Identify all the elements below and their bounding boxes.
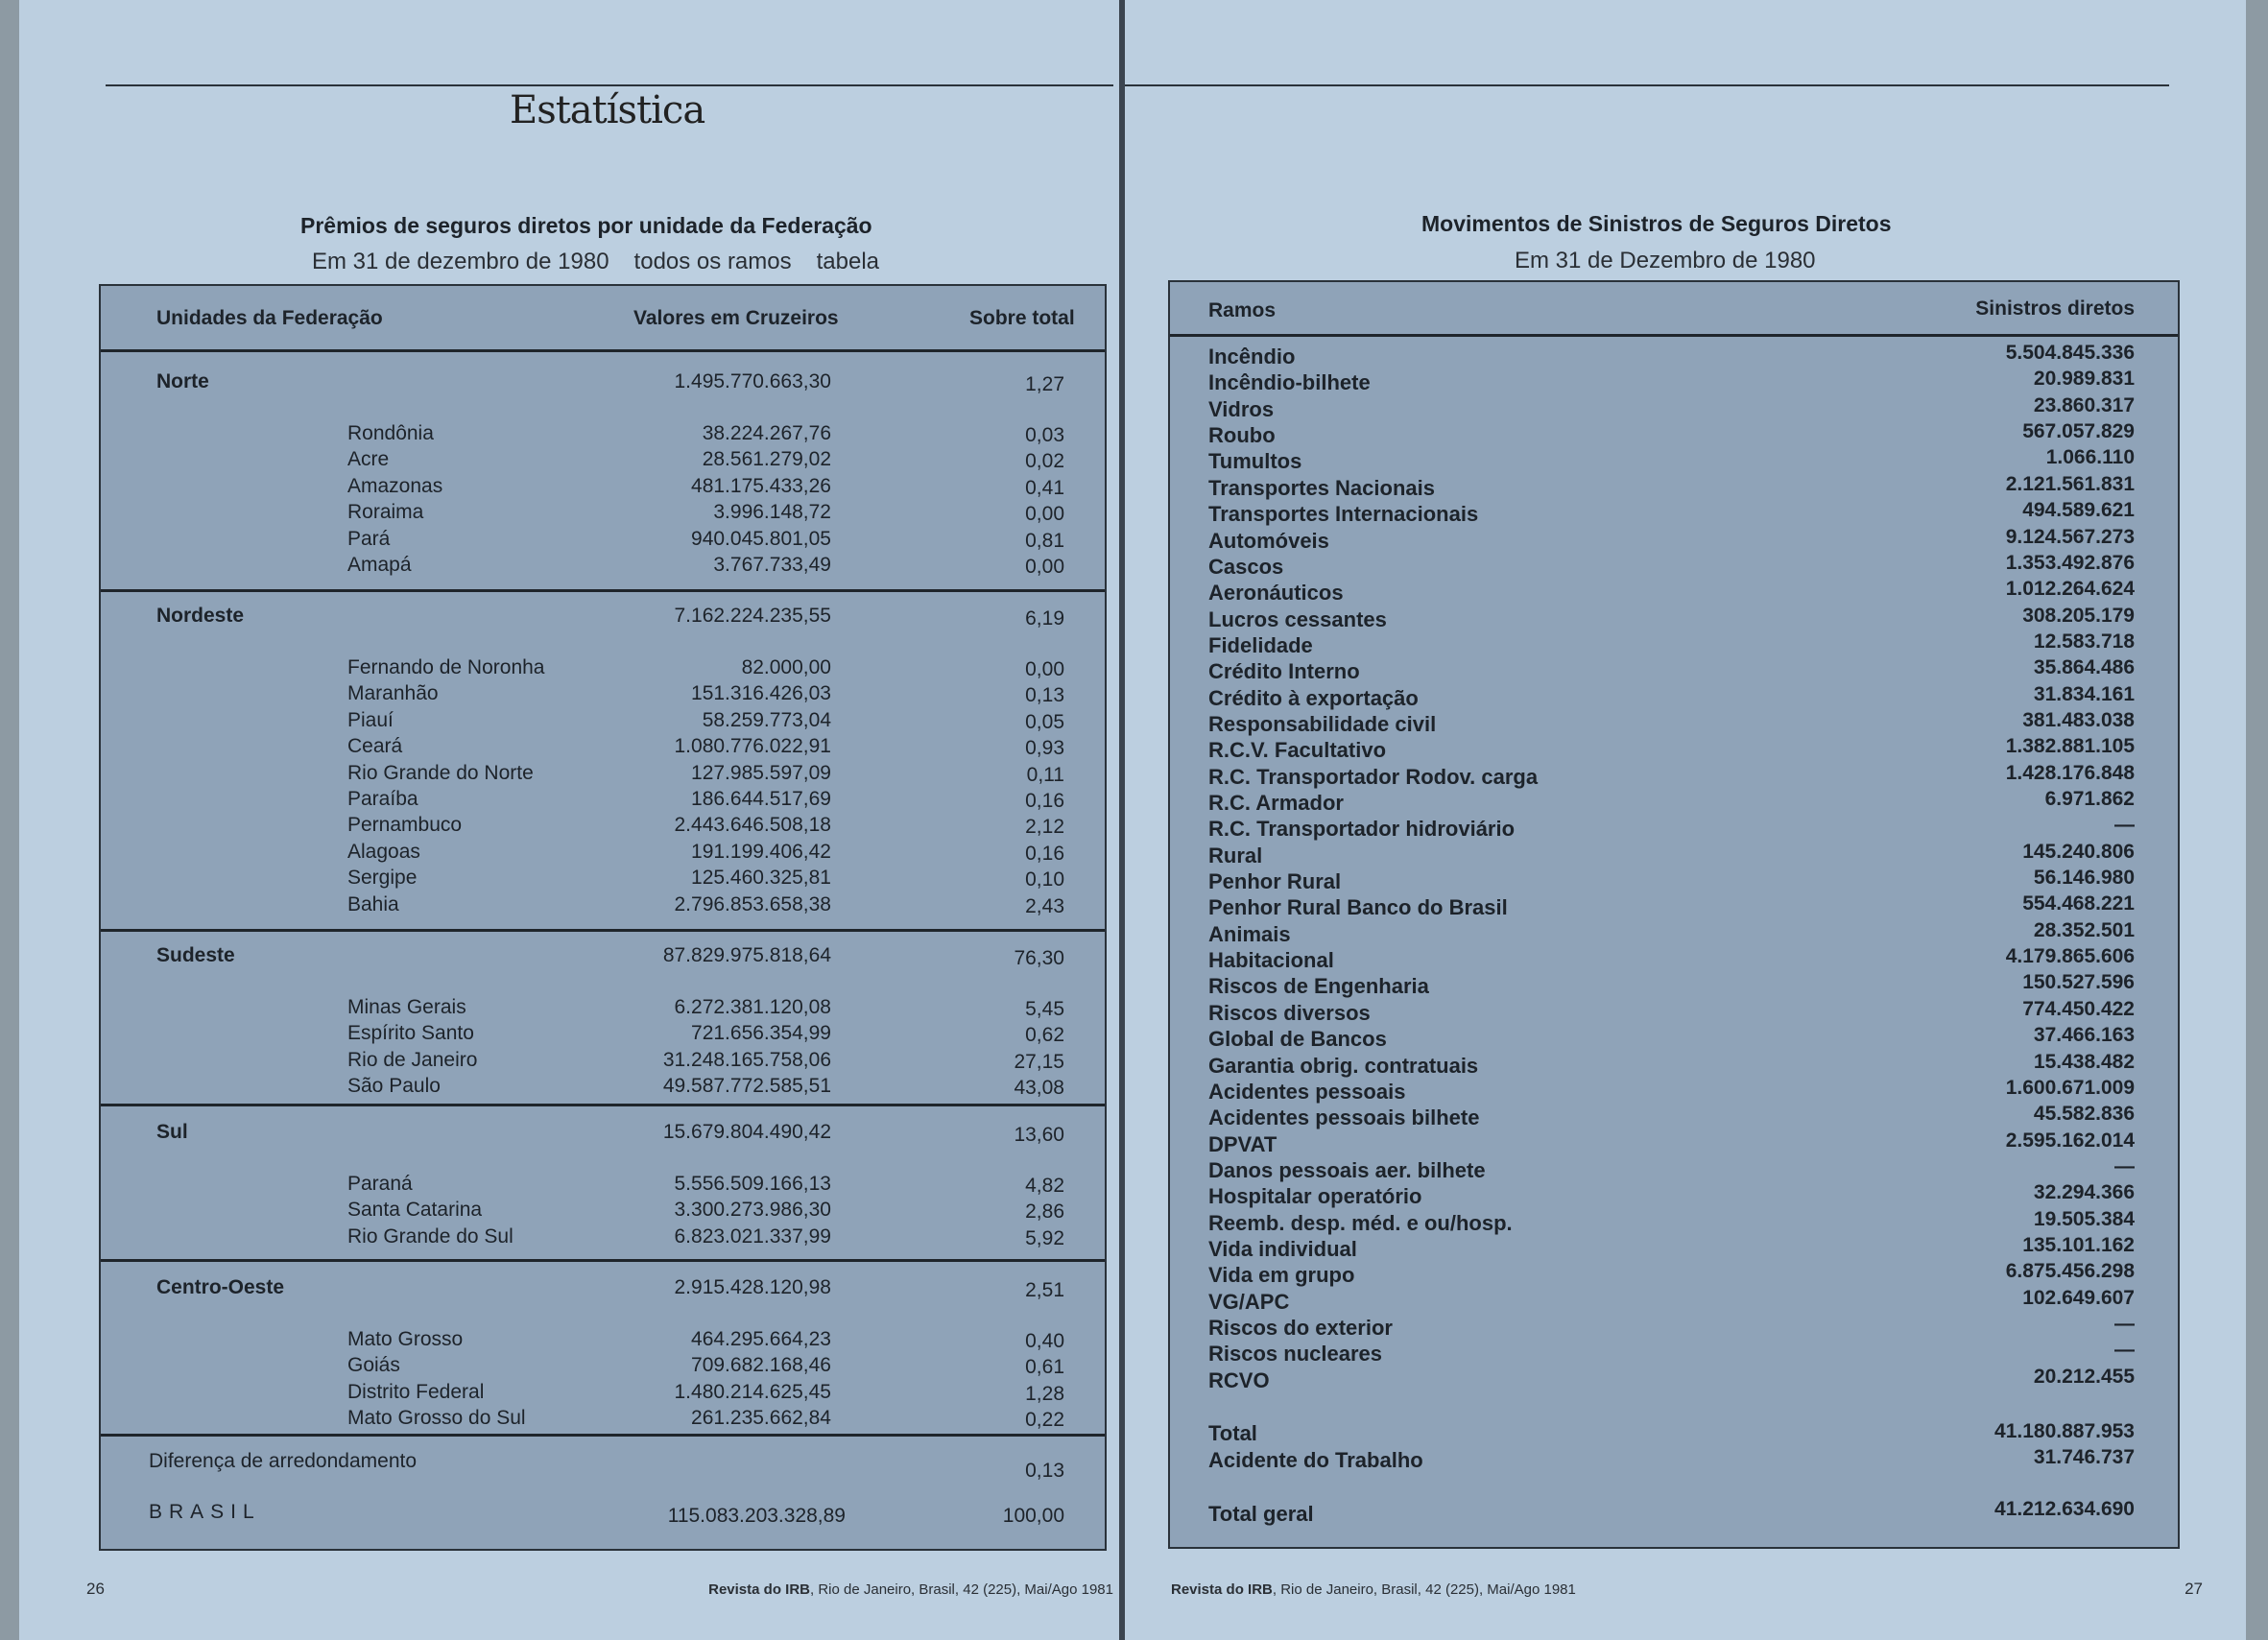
sinistros-table (1168, 280, 2180, 1549)
ramo-value: 308.205.179 (2022, 604, 2135, 627)
ramo-value: 56.146.980 (2033, 867, 2135, 889)
ramo-name: Automóveis (1208, 528, 1329, 553)
ramo-name: Rural (1208, 843, 1263, 868)
ramo-name: Cascos (1208, 554, 1284, 579)
ramo-value: 23.860.317 (2033, 393, 2135, 416)
ramo-value: 1.066.110 (2045, 446, 2135, 469)
section-title: Estatística (510, 88, 705, 132)
ramo-value: 1.382.881.105 (2005, 735, 2135, 758)
state-name: São Paulo (347, 1075, 441, 1098)
region-value: 2.915.428.120,98 (674, 1276, 831, 1298)
top-rule (106, 84, 1113, 86)
state-name: Paraná (347, 1173, 413, 1195)
ramo-value: 20.989.831 (2033, 368, 2135, 391)
state-share: 0,05 (1025, 710, 1064, 733)
table-header (101, 286, 1105, 352)
ramo-name: Penhor Rural (1208, 869, 1342, 893)
footer (1171, 1581, 1576, 1598)
ramo-value: 381.483.038 (2022, 708, 2135, 731)
ramo-value: 145.240.806 (2022, 840, 2135, 863)
state-name: Piauí (347, 708, 394, 731)
state-value: 49.587.772.585,51 (662, 1075, 831, 1098)
ramo-value: 35.864.486 (2033, 656, 2135, 679)
ramo-value: 1.600.671.009 (2005, 1076, 2135, 1099)
region-name: Centro-Oeste (156, 1276, 285, 1298)
state-name: Rio Grande do Sul (347, 1224, 513, 1248)
state-value: 58.259.773,04 (702, 708, 831, 731)
footer-details: , Rio de Janeiro, Brasil, 42 (225), Mai/Ago 1981 (1272, 1581, 1576, 1598)
state-name: Sergipe (347, 867, 418, 890)
region-name: Norte (156, 370, 209, 392)
ramo-name: Roubo (1208, 423, 1276, 448)
state-share: 0,00 (1025, 658, 1064, 680)
table-subtitle: Em 31 de Dezembro de 1980 (1515, 248, 1816, 273)
state-name: Pernambuco (347, 814, 463, 837)
page-number: 26 (86, 1580, 105, 1598)
state-value: 6.823.021.337,99 (674, 1224, 831, 1248)
state-share: 0,40 (1025, 1330, 1064, 1352)
ramo-name: Animais (1208, 921, 1291, 946)
ramo-value: 19.505.384 (2033, 1207, 2135, 1230)
ramo-name: Vida em grupo (1208, 1263, 1355, 1288)
ramo-name: Riscos diversos (1208, 1000, 1371, 1025)
ramo-name: Incêndio-bilhete (1208, 370, 1371, 395)
table-subtitle (312, 249, 904, 275)
state-share: 0,03 (1025, 424, 1064, 446)
footer-journal: Revista do IRB (708, 1581, 810, 1598)
state-share: 0,00 (1025, 556, 1064, 578)
ramo-value: 5.504.845.336 (2005, 342, 2135, 364)
ramo-value: 32.294.366 (2033, 1181, 2135, 1204)
rounding-label: Diferença de arredondamento (149, 1450, 418, 1472)
state-name: Rio de Janeiro (347, 1048, 478, 1071)
ramo-name: Penhor Rural Banco do Brasil (1208, 895, 1508, 920)
ramo-value: 135.101.162 (2022, 1233, 2135, 1256)
acidente-value: 31.746.737 (2033, 1446, 2135, 1468)
right-page (1125, 0, 2246, 1640)
footer-details: , Rio de Janeiro, Brasil, 42 (225), Mai/Ago 1981 (809, 1581, 1113, 1598)
ramo-value: 774.450.422 (2022, 997, 2135, 1020)
ramo-name: Tumultos (1208, 449, 1302, 474)
ramo-name: Acidentes pessoais (1208, 1079, 1406, 1104)
ramo-name: VG/APC (1208, 1289, 1290, 1314)
premios-table (99, 284, 1107, 1551)
region-value: 15.679.804.490,42 (662, 1121, 831, 1143)
ramo-name: Riscos do exterior (1208, 1316, 1393, 1340)
region-share: 2,51 (1025, 1279, 1064, 1301)
region-divider (101, 1104, 1105, 1106)
state-name: Roraima (347, 501, 424, 524)
ramo-value: — (2114, 814, 2135, 837)
state-share: 0,61 (1025, 1356, 1064, 1379)
state-value: 127.985.597,09 (691, 761, 831, 784)
ramo-name: Fidelidade (1208, 632, 1313, 657)
state-share: 0,02 (1025, 450, 1064, 473)
state-name: Minas Gerais (347, 996, 466, 1018)
region-divider (101, 1259, 1105, 1262)
ramo-value: 102.649.607 (2022, 1286, 2135, 1309)
state-name: Goiás (347, 1354, 400, 1377)
state-value: 721.656.354,99 (691, 1022, 831, 1045)
state-share: 2,12 (1025, 816, 1064, 839)
state-name: Pará (347, 527, 391, 550)
state-share: 27,15 (1014, 1050, 1064, 1073)
ramo-name: R.C.V. Facultativo (1208, 738, 1387, 763)
ramo-value: 9.124.567.273 (2005, 525, 2135, 548)
ramo-name: DPVAT (1208, 1131, 1277, 1156)
header-sinistros: Sinistros diretos (1975, 297, 2135, 320)
state-name: Ceará (347, 735, 403, 758)
state-value: 191.199.406,42 (691, 840, 831, 863)
state-name: Amazonas (347, 474, 443, 497)
state-name: Rio Grande do Norte (347, 761, 534, 784)
state-share: 5,92 (1025, 1226, 1064, 1249)
state-name: Espírito Santo (347, 1022, 474, 1045)
ramo-name: Crédito Interno (1208, 659, 1360, 684)
region-value: 1.495.770.663,30 (674, 370, 831, 392)
total-label: Total (1208, 1421, 1257, 1445)
left-page (19, 0, 1123, 1640)
ramo-value: — (2114, 1154, 2135, 1177)
ramo-name: Lucros cessantes (1208, 606, 1387, 631)
ramo-value: 494.589.621 (2022, 499, 2135, 522)
header-unit: Unidades da Federação (156, 307, 383, 329)
region-divider (101, 589, 1105, 592)
acidente-label: Acidente do Trabalho (1208, 1448, 1423, 1472)
ramo-name: Global de Bancos (1208, 1027, 1387, 1052)
region-divider (101, 929, 1105, 932)
page-number: 27 (2184, 1580, 2203, 1598)
ramo-name: Vidros (1208, 396, 1275, 421)
state-value: 709.682.168,46 (691, 1354, 831, 1377)
state-share: 0,13 (1025, 684, 1064, 707)
state-value: 151.316.426,03 (691, 682, 831, 705)
ramo-value: — (2114, 1339, 2135, 1362)
ramo-value: 45.582.836 (2033, 1103, 2135, 1126)
ramo-name: Reemb. desp. méd. e ou/hosp. (1208, 1210, 1513, 1235)
ramo-value: 1.428.176.848 (2005, 761, 2135, 784)
state-name: Mato Grosso do Sul (347, 1407, 526, 1430)
ramo-value: 554.468.221 (2022, 892, 2135, 915)
subtitle-date: Em 31 de dezembro de 1980 (312, 249, 609, 274)
state-share: 0,11 (1026, 763, 1064, 786)
region-share: 6,19 (1025, 607, 1064, 630)
state-share: 0,16 (1025, 790, 1064, 812)
state-value: 82.000,00 (741, 656, 831, 678)
ramo-name: Transportes Internacionais (1208, 502, 1479, 527)
state-share: 0,93 (1025, 737, 1064, 760)
ramo-name: Danos pessoais aer. bilhete (1208, 1157, 1486, 1182)
state-value: 481.175.433,26 (691, 474, 831, 497)
state-name: Fernando de Noronha (347, 656, 545, 678)
header-ramos: Ramos (1208, 299, 1277, 321)
ramo-value: 15.438.482 (2033, 1050, 2135, 1073)
ramo-value: 1.353.492.876 (2005, 551, 2135, 574)
ramo-value: 28.352.501 (2033, 918, 2135, 941)
footer-journal: Revista do IRB (1171, 1581, 1273, 1598)
state-value: 186.644.517,69 (691, 788, 831, 810)
state-value: 5.556.509.166,13 (674, 1173, 831, 1195)
ramo-value: 20.212.455 (2033, 1365, 2135, 1388)
state-value: 2.443.646.508,18 (674, 814, 831, 837)
region-value: 7.162.224.235,55 (674, 605, 831, 627)
state-name: Santa Catarina (347, 1199, 483, 1222)
state-name: Amapá (347, 554, 412, 576)
state-name: Mato Grosso (347, 1328, 464, 1350)
state-share: 0,41 (1025, 476, 1064, 499)
state-share: 0,22 (1025, 1409, 1064, 1432)
state-value: 28.561.279,02 (702, 448, 831, 471)
ramo-value: 150.527.596 (2022, 971, 2135, 994)
state-share: 0,00 (1025, 503, 1064, 526)
state-value: 3.767.733,49 (713, 554, 831, 576)
ramo-name: R.C. Armador (1208, 791, 1344, 815)
ramo-value: 6.971.862 (2044, 788, 2135, 810)
state-name: Maranhão (347, 682, 439, 705)
state-value: 1.480.214.625,45 (674, 1380, 831, 1403)
top-rule (1125, 84, 2169, 86)
state-value: 38.224.267,76 (702, 422, 831, 444)
ramo-value: 2.595.162.014 (2005, 1129, 2135, 1152)
ramo-value: 12.583.718 (2033, 630, 2135, 653)
ramo-name: RCVO (1208, 1367, 1270, 1392)
state-value: 3.300.273.986,30 (674, 1199, 831, 1222)
ramo-value: 567.057.829 (2022, 420, 2135, 443)
state-value: 6.272.381.120,08 (674, 996, 831, 1018)
state-name: Acre (347, 448, 390, 471)
table-title: Movimentos de Sinistros de Seguros Diretos (1421, 211, 1892, 236)
state-value: 1.080.776.022,91 (674, 735, 831, 758)
table-header (1170, 282, 2178, 337)
region-name: Sudeste (156, 944, 235, 966)
state-name: Rondônia (347, 422, 434, 444)
state-share: 43,08 (1014, 1077, 1064, 1100)
total-value: 41.180.887.953 (1994, 1420, 2135, 1442)
footer (708, 1581, 1113, 1598)
state-name: Bahia (347, 892, 399, 915)
total-geral-label: Total geral (1208, 1502, 1314, 1526)
region-name: Sul (156, 1121, 188, 1143)
region-name: Nordeste (156, 605, 245, 627)
total-geral-value: 41.212.634.690 (1994, 1498, 2135, 1520)
ramo-name: Vida individual (1208, 1236, 1357, 1261)
header-share: Sobre total (969, 307, 1075, 329)
region-value: 87.829.975.818,64 (662, 944, 831, 966)
state-value: 261.235.662,84 (691, 1407, 831, 1430)
state-value: 2.796.853.658,38 (674, 892, 831, 915)
state-share: 0,16 (1025, 842, 1064, 865)
region-share: 1,27 (1025, 373, 1064, 395)
subtitle-scope: todos os ramos (633, 249, 792, 274)
ramo-value: 4.179.865.606 (2005, 945, 2135, 968)
region-share: 13,60 (1014, 1124, 1064, 1146)
brasil-value: 115.083.203.328,89 (667, 1505, 846, 1527)
header-value: Valores em Cruzeiros (633, 307, 839, 329)
ramo-name: R.C. Transportador Rodov. carga (1208, 764, 1539, 789)
state-share: 0,81 (1025, 529, 1064, 552)
state-name: Distrito Federal (347, 1380, 485, 1403)
state-share: 2,43 (1025, 894, 1064, 917)
state-value: 3.996.148,72 (713, 501, 831, 524)
region-share: 76,30 (1014, 947, 1064, 969)
state-value: 31.248.165.758,06 (662, 1048, 831, 1071)
ramo-value: 2.121.561.831 (2005, 472, 2135, 495)
table-title: Prêmios de seguros diretos por unidade da Federação (300, 213, 872, 238)
state-share: 0,10 (1025, 868, 1064, 891)
state-name: Alagoas (347, 840, 420, 863)
brasil-share: 100,00 (1002, 1505, 1064, 1527)
ramo-name: Incêndio (1208, 345, 1296, 368)
state-name: Paraíba (347, 788, 418, 810)
state-value: 464.295.664,23 (691, 1328, 831, 1350)
ramo-value: 6.875.456.298 (2005, 1260, 2135, 1283)
ramo-value: 1.012.264.624 (2005, 578, 2135, 601)
ramo-name: Aeronáuticos (1208, 581, 1344, 606)
state-value: 940.045.801,05 (691, 527, 831, 550)
ramo-name: Transportes Nacionais (1208, 475, 1435, 500)
ramo-name: R.C. Transportador hidroviário (1208, 817, 1516, 842)
rounding-share: 0,13 (1025, 1460, 1064, 1482)
region-divider (101, 1434, 1105, 1437)
ramo-name: Habitacional (1208, 948, 1334, 973)
ramo-name: Riscos de Engenharia (1208, 974, 1429, 999)
ramo-value: 37.466.163 (2033, 1024, 2135, 1047)
state-share: 0,62 (1025, 1024, 1064, 1047)
ramo-name: Garantia obrig. contratuais (1208, 1053, 1479, 1078)
ramo-name: Responsabilidade civil (1208, 711, 1437, 736)
ramo-name: Acidentes pessoais bilhete (1208, 1105, 1480, 1130)
ramo-value: 31.834.161 (2033, 682, 2135, 705)
state-value: 125.460.325,81 (691, 867, 831, 890)
state-share: 1,28 (1025, 1382, 1064, 1405)
ramo-name: Riscos nucleares (1208, 1342, 1382, 1367)
ramo-name: Hospitalar operatório (1208, 1184, 1422, 1209)
state-share: 5,45 (1025, 998, 1064, 1020)
ramo-value: — (2114, 1313, 2135, 1335)
ramo-name: Crédito à exportação (1208, 685, 1419, 710)
state-share: 4,82 (1025, 1175, 1064, 1197)
state-share: 2,86 (1025, 1200, 1064, 1224)
subtitle-label: tabela (816, 249, 880, 274)
brasil-label: BRASIL (149, 1501, 261, 1523)
